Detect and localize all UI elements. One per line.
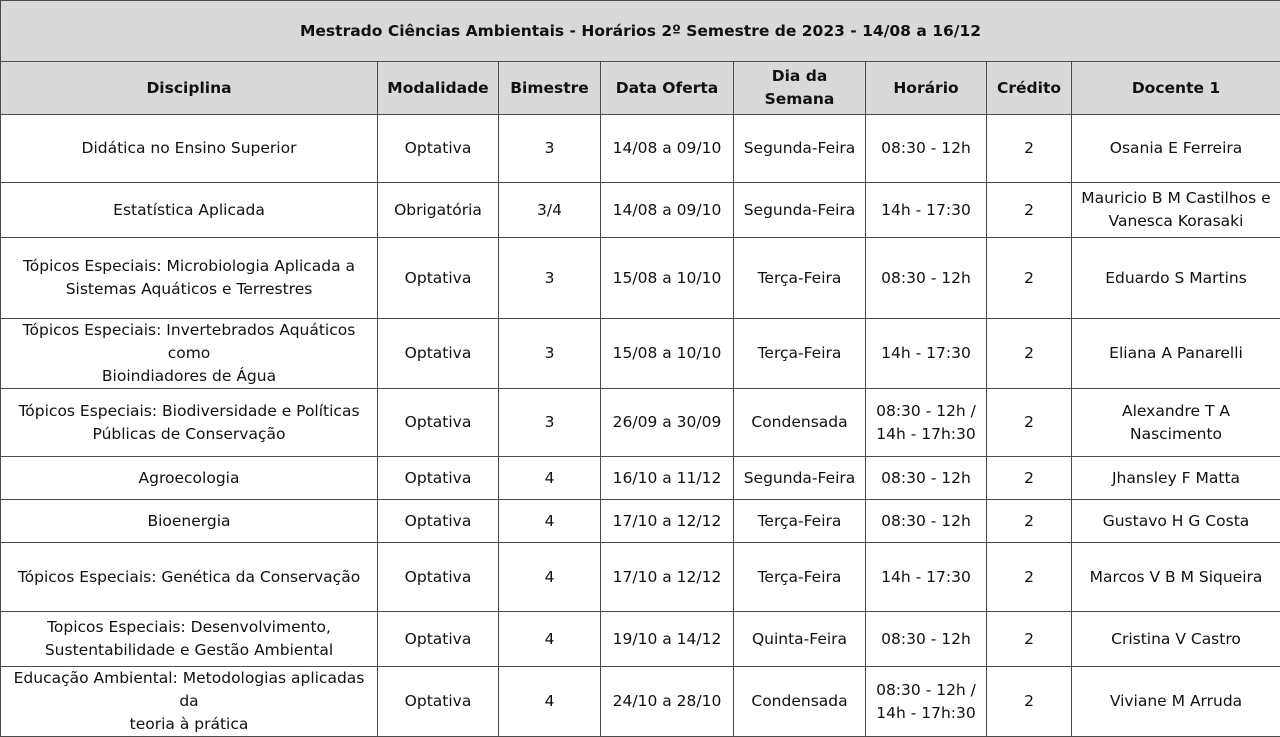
header-credito: Crédito xyxy=(987,62,1072,115)
cell-disciplina: Tópicos Especiais: Genética da Conservação xyxy=(1,543,378,612)
cell-modalidade: Optativa xyxy=(378,457,499,500)
table-row xyxy=(1,612,1280,667)
header-dia-da-semana: Dia da Semana xyxy=(734,62,866,115)
cell-disciplina: Tópicos Especiais: Biodiversidade e Políticas Públicas de Conservação xyxy=(1,389,378,457)
cell-modalidade: Optativa xyxy=(378,115,499,183)
cell-disciplina: Bioenergia xyxy=(1,500,378,543)
cell-disciplina: Tópicos Especiais: Invertebrados Aquáticos como Bioindiadores de Água xyxy=(1,319,378,389)
cell-credito: 2 xyxy=(987,319,1072,389)
cell-dia-da-semana: Condensada xyxy=(734,389,866,457)
cell-modalidade: Optativa xyxy=(378,500,499,543)
cell-docente: Cristina V Castro xyxy=(1072,612,1280,667)
table-row xyxy=(1,115,1280,183)
header-bimestre: Bimestre xyxy=(499,62,601,115)
cell-data-oferta: 15/08 a 10/10 xyxy=(601,319,734,389)
cell-docente: Osania E Ferreira xyxy=(1072,115,1280,183)
cell-data-oferta: 24/10 a 28/10 xyxy=(601,667,734,737)
cell-disciplina: Educação Ambiental: Metodologias aplicadas da teoria à prática xyxy=(1,667,378,737)
cell-bimestre: 3 xyxy=(499,115,601,183)
cell-dia-da-semana: Condensada xyxy=(734,667,866,737)
cell-horario: 14h - 17:30 xyxy=(866,543,987,612)
cell-bimestre: 4 xyxy=(499,667,601,737)
cell-docente: Marcos V B M Siqueira xyxy=(1072,543,1280,612)
cell-credito: 2 xyxy=(987,238,1072,319)
cell-data-oferta: 15/08 a 10/10 xyxy=(601,238,734,319)
cell-disciplina: Didática no Ensino Superior xyxy=(1,115,378,183)
cell-docente: Eliana A Panarelli xyxy=(1072,319,1280,389)
cell-bimestre: 3 xyxy=(499,319,601,389)
cell-dia-da-semana: Terça-Feira xyxy=(734,319,866,389)
cell-docente: Mauricio B M Castilhos e Vanesca Korasaki xyxy=(1072,183,1280,238)
cell-horario: 08:30 - 12h xyxy=(866,457,987,500)
cell-horario: 08:30 - 12h / 14h - 17h:30 xyxy=(866,667,987,737)
cell-docente: Eduardo S Martins xyxy=(1072,238,1280,319)
cell-credito: 2 xyxy=(987,115,1072,183)
cell-bimestre: 3 xyxy=(499,238,601,319)
cell-modalidade: Optativa xyxy=(378,543,499,612)
header-disciplina: Disciplina xyxy=(1,62,378,115)
cell-bimestre: 4 xyxy=(499,457,601,500)
cell-disciplina: Topicos Especiais: Desenvolvimento, Sustentabilidade e Gestão Ambiental xyxy=(1,612,378,667)
cell-dia-da-semana: Segunda-Feira xyxy=(734,457,866,500)
cell-modalidade: Optativa xyxy=(378,389,499,457)
cell-horario: 08:30 - 12h xyxy=(866,238,987,319)
cell-modalidade: Optativa xyxy=(378,667,499,737)
cell-dia-da-semana: Segunda-Feira xyxy=(734,115,866,183)
cell-docente: Viviane M Arruda xyxy=(1072,667,1280,737)
cell-data-oferta: 14/08 a 09/10 xyxy=(601,183,734,238)
cell-data-oferta: 17/10 a 12/12 xyxy=(601,500,734,543)
page-title: Mestrado Ciências Ambientais - Horários 2º Semestre de 2023 - 14/08 a 16/12 xyxy=(1,1,1280,62)
cell-docente: Jhansley F Matta xyxy=(1072,457,1280,500)
cell-horario: 08:30 - 12h xyxy=(866,612,987,667)
cell-credito: 2 xyxy=(987,667,1072,737)
cell-bimestre: 4 xyxy=(499,612,601,667)
cell-data-oferta: 17/10 a 12/12 xyxy=(601,543,734,612)
table-row xyxy=(1,389,1280,457)
cell-dia-da-semana: Quinta-Feira xyxy=(734,612,866,667)
table-row xyxy=(1,238,1280,319)
cell-data-oferta: 19/10 a 14/12 xyxy=(601,612,734,667)
cell-horario: 14h - 17:30 xyxy=(866,183,987,238)
cell-dia-da-semana: Segunda-Feira xyxy=(734,183,866,238)
header-docente: Docente 1 xyxy=(1072,62,1280,115)
table-row xyxy=(1,500,1280,543)
cell-disciplina: Estatística Aplicada xyxy=(1,183,378,238)
cell-credito: 2 xyxy=(987,457,1072,500)
cell-bimestre: 4 xyxy=(499,543,601,612)
cell-bimestre: 3 xyxy=(499,389,601,457)
cell-bimestre: 3/4 xyxy=(499,183,601,238)
cell-modalidade: Optativa xyxy=(378,612,499,667)
cell-disciplina: Tópicos Especiais: Microbiologia Aplicada a Sistemas Aquáticos e Terrestres xyxy=(1,238,378,319)
cell-modalidade: Optativa xyxy=(378,319,499,389)
cell-horario: 08:30 - 12h xyxy=(866,115,987,183)
cell-data-oferta: 14/08 a 09/10 xyxy=(601,115,734,183)
cell-credito: 2 xyxy=(987,183,1072,238)
table-row xyxy=(1,667,1280,737)
table-header-row xyxy=(1,62,1280,115)
header-horario: Horário xyxy=(866,62,987,115)
cell-bimestre: 4 xyxy=(499,500,601,543)
cell-disciplina: Agroecologia xyxy=(1,457,378,500)
table-row xyxy=(1,319,1280,389)
table-row xyxy=(1,183,1280,238)
header-modalidade: Modalidade xyxy=(378,62,499,115)
table-row xyxy=(1,543,1280,612)
cell-modalidade: Optativa xyxy=(378,238,499,319)
cell-horario: 14h - 17:30 xyxy=(866,319,987,389)
cell-docente: Gustavo H G Costa xyxy=(1072,500,1280,543)
cell-credito: 2 xyxy=(987,500,1072,543)
cell-dia-da-semana: Terça-Feira xyxy=(734,238,866,319)
cell-horario: 08:30 - 12h / 14h - 17h:30 xyxy=(866,389,987,457)
cell-data-oferta: 16/10 a 11/12 xyxy=(601,457,734,500)
cell-horario: 08:30 - 12h xyxy=(866,500,987,543)
cell-data-oferta: 26/09 a 30/09 xyxy=(601,389,734,457)
cell-credito: 2 xyxy=(987,612,1072,667)
cell-credito: 2 xyxy=(987,543,1072,612)
header-data-oferta: Data Oferta xyxy=(601,62,734,115)
cell-docente: Alexandre T A Nascimento xyxy=(1072,389,1280,457)
cell-modalidade: Obrigatória xyxy=(378,183,499,238)
table-row xyxy=(1,457,1280,500)
cell-dia-da-semana: Terça-Feira xyxy=(734,500,866,543)
cell-credito: 2 xyxy=(987,389,1072,457)
cell-dia-da-semana: Terça-Feira xyxy=(734,543,866,612)
